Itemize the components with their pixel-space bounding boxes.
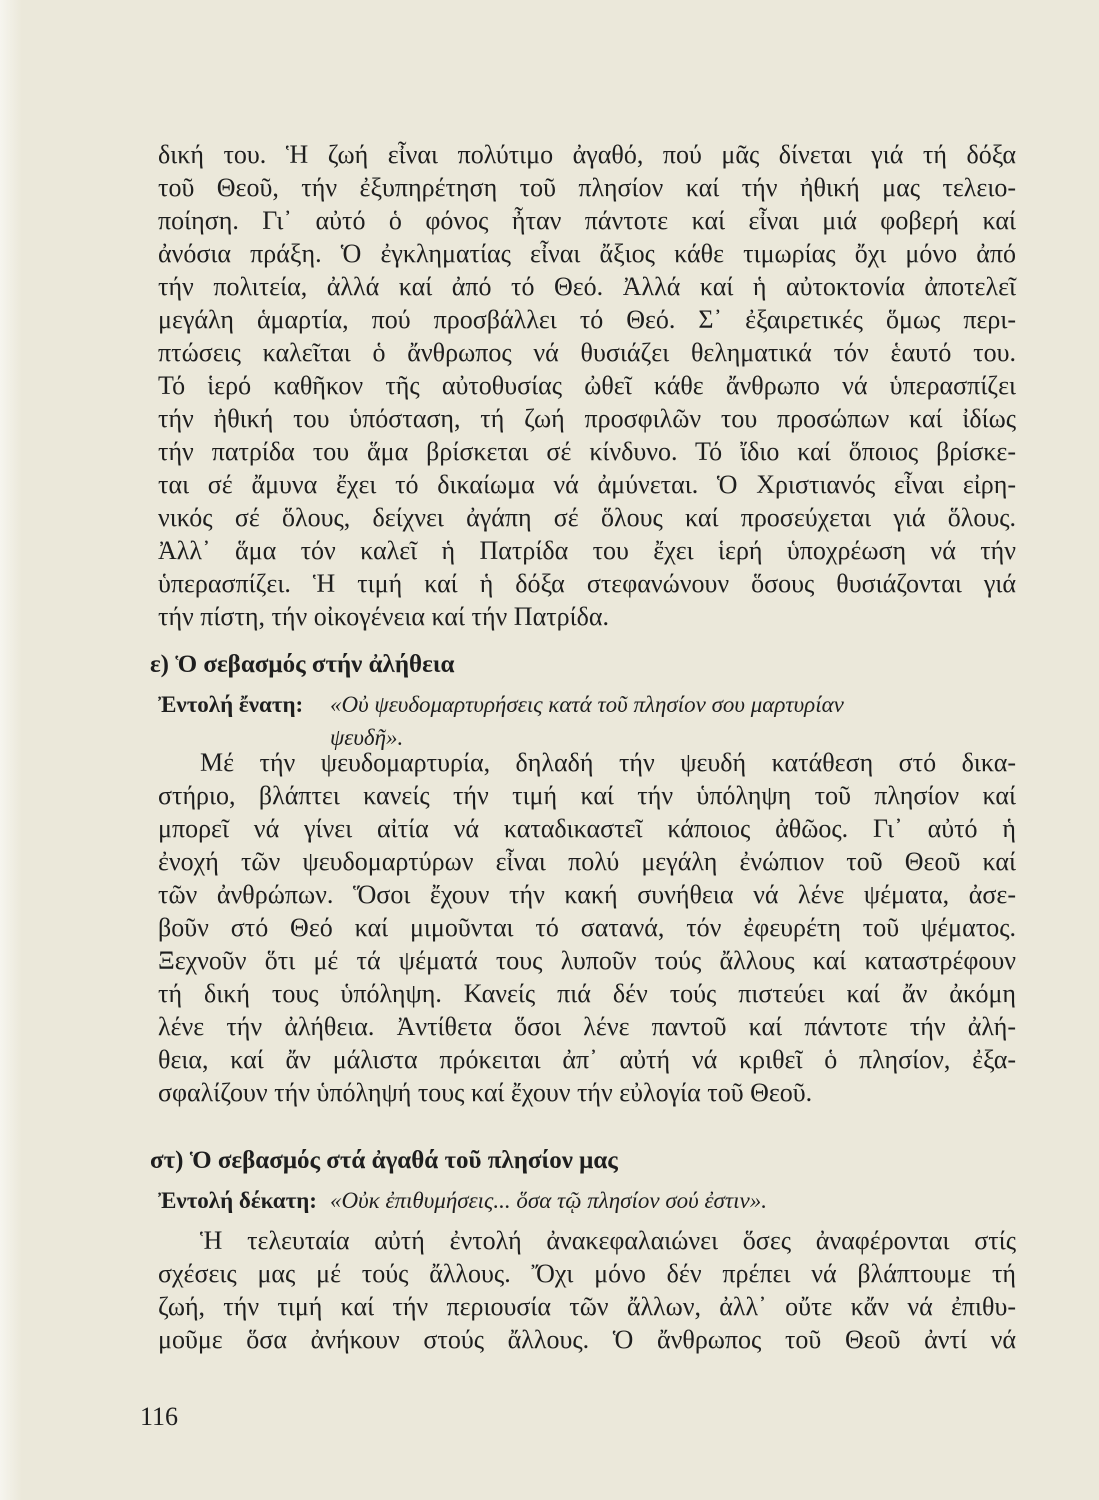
text-line: μπορεῖ νά γίνει αἰτία νά καταδικαστεῖ κάποιος ἀθῶος. Γι᾽ αὐτό ἡ [158, 814, 1016, 843]
commandment-quote: «Οὐ ψευδομαρτυρήσεις κατά τοῦ πλησίον σου μαρτυρίαν [330, 692, 844, 717]
paragraph-1 [158, 138, 1016, 633]
commandment-label: Ἐντολή ἔνατη: [158, 692, 304, 717]
commandment-quote: «Οὐκ ἐπιθυμήσεις... ὅσα τῷ πλησίον σού ἐστιν». [330, 1188, 767, 1213]
paragraph-e [158, 746, 1016, 1109]
text-line: τήν πατρίδα του ἅμα βρίσκεται σέ κίνδυνο. Τό ἴδιο καί ὅποιος βρίσκε- [158, 437, 1016, 466]
page-number: 116 [140, 1402, 179, 1431]
text-line: ἐνοχή τῶν ψευδομαρτύρων εἶναι πολύ μεγάλη ἐνώπιον τοῦ Θεοῦ καί [158, 847, 1016, 876]
text-line: ὑπερασπίζει. Ἡ τιμή καί ἡ δόξα στεφανώνουν ὅσους θυσιάζονται γιά [158, 569, 1016, 598]
text-line: πτώσεις καλεῖται ὁ ἄνθρωπος νά θυσιάζει θεληματικά τόν ἑαυτό του. [158, 338, 1016, 367]
text-line: στήριο, βλάπτει κανείς τήν τιμή καί τήν ὑπόληψη τοῦ πλησίον καί [158, 781, 1016, 810]
commandment-quote-cont: ψευδῆ». [330, 725, 404, 750]
text-line: ἀνόσια πράξη. Ὁ ἐγκληματίας εἶναι ἄξιος κάθε τιμωρίας ὄχι μόνο ἀπό [158, 239, 1016, 268]
text-line: Ξεχνοῦν ὅτι μέ τά ψέματά τους λυποῦν τούς ἄλλους καί καταστρέφουν [158, 946, 1016, 975]
text-line: σχέσεις μας μέ τούς ἄλλους. Ὄχι μόνο δέν πρέπει νά βλάπτουμε τή [158, 1259, 1016, 1288]
text-line: Τό ἱερό καθῆκον τῆς αὐτοθυσίας ὠθεῖ κάθε ἄνθρωπο νά ὑπερασπίζει [158, 371, 1016, 400]
text-line: τήν πίστη, τήν οἰκογένεια καί τήν Πατρίδα. [158, 602, 609, 631]
paragraph-st [158, 1224, 1016, 1356]
text-line: νικός σέ ὅλους, δείχνει ἀγάπη σέ ὅλους καί προσεύχεται γιά ὅλους. [158, 503, 1016, 532]
text-line: τήν πολιτεία, ἀλλά καί ἀπό τό Θεό. Ἀλλά καί ἡ αὐτοκτονία ἀποτελεῖ [158, 272, 1016, 301]
text-line: τή δική τους ὑπόληψη. Κανείς πιά δέν τούς πιστεύει καί ἄν ἀκόμη [158, 979, 1016, 1008]
text-line: τοῦ Θεοῦ, τήν ἐξυπηρέτηση τοῦ πλησίον καί τήν ἠθική μας τελειο- [158, 173, 1016, 202]
text-line: ται σέ ἄμυνα ἔχει τό δικαίωμα νά ἀμύνεται. Ὁ Χριστιανός εἶναι εἰρη- [158, 470, 1016, 499]
text-line: λένε τήν ἀλήθεια. Ἀντίθετα ὅσοι λένε παντοῦ καί πάντοτε τήν ἀλή- [158, 1012, 1016, 1041]
text-line: δική του. Ἡ ζωή εἶναι πολύτιμο ἀγαθό, πού μᾶς δίνεται γιά τή δόξα [158, 140, 1016, 169]
text-line: μεγάλη ἁμαρτία, πού προσβάλλει τό Θεό. Σ᾽ ἐξαιρετικές ὅμως περι- [158, 305, 1016, 334]
text-line: τῶν ἀνθρώπων. Ὅσοι ἔχουν τήν κακή συνήθεια νά λένε ψέματα, ἀσε- [158, 880, 1016, 909]
page-edge [0, 0, 22, 1500]
text-line: τήν ἠθική του ὑπόσταση, τή ζωή προσφιλῶν του προσώπων καί ἰδίως [158, 404, 1016, 433]
text-line: Ἡ τελευταία αὐτή ἐντολή ἀνακεφαλαιώνει ὅσες ἀναφέρονται στίς [200, 1226, 1016, 1255]
text-line: Μέ τήν ψευδομαρτυρία, δηλαδή τήν ψευδή κατάθεση στό δικα- [200, 748, 1016, 777]
text-line: θεια, καί ἄν μάλιστα πρόκειται ἀπ᾽ αὐτή νά κριθεῖ ὁ πλησίον, ἐξα- [158, 1045, 1016, 1074]
text-line: ζωή, τήν τιμή καί τήν περιουσία τῶν ἄλλων, ἀλλ᾽ οὔτε κἄν νά ἐπιθυ- [158, 1292, 1016, 1321]
section-heading-st: στ) Ὁ σεβασμός στά ἀγαθά τοῦ πλησίον μας [150, 1147, 618, 1174]
text-line: ποίηση. Γι᾽ αὐτό ὁ φόνος ἦταν πάντοτε καί εἶναι μιά φοβερή καί [158, 206, 1016, 235]
commandment-10 [158, 1184, 1016, 1217]
commandment-label: Ἐντολή δέκατη: [158, 1188, 317, 1213]
text-line: Ἀλλ᾽ ἅμα τόν καλεῖ ἡ Πατρίδα του ἔχει ἱερή ὑποχρέωση νά τήν [158, 536, 1016, 565]
text-line: σφαλίζουν τήν ὑπόληψή τους καί ἔχουν τήν εὐλογία τοῦ Θεοῦ. [158, 1078, 813, 1107]
text-line: βοῦν στό Θεό καί μιμοῦνται τό σατανά, τόν ἐφευρέτη τοῦ ψέματος. [158, 913, 1016, 942]
commandment-9 [158, 688, 1016, 754]
text-line: μοῦμε ὅσα ἀνήκουν στούς ἄλλους. Ὁ ἄνθρωπος τοῦ Θεοῦ ἀντί νά [158, 1325, 1016, 1354]
section-heading-e: ε) Ὁ σεβασμός στήν ἀλήθεια [150, 651, 455, 678]
